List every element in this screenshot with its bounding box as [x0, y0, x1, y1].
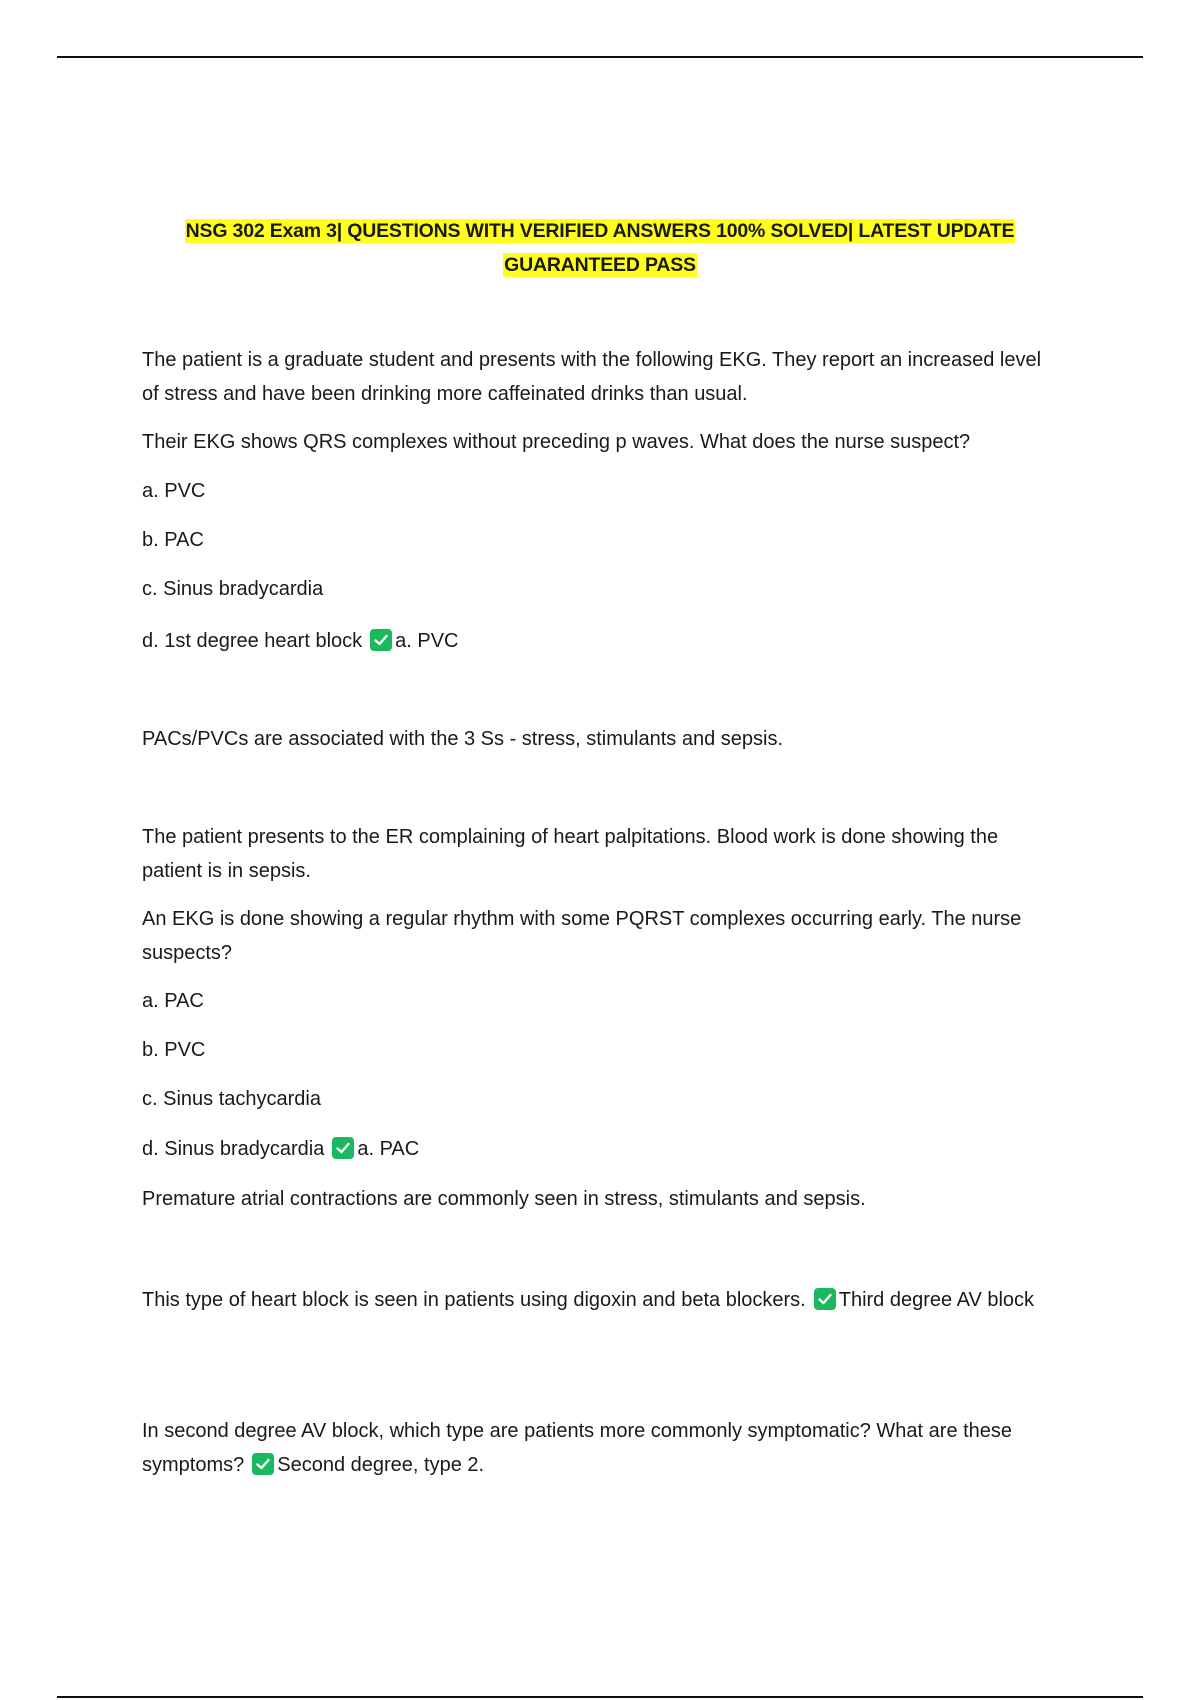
q3-line: [142, 1283, 1062, 1317]
q2-option-d: d. Sinus bradycardia: [142, 1138, 325, 1160]
title-line-2: GUARANTEED PASS: [504, 254, 696, 276]
q1-stem-2: Their EKG shows QRS complexes without preceding p waves. What does the nurse suspect?: [142, 431, 971, 453]
check-icon: [814, 1288, 836, 1310]
top-rule: [57, 56, 1143, 58]
q2-answer: a. PAC: [357, 1138, 420, 1160]
q1-rationale: PACs/PVCs are associated with the 3 Ss - stress, stimulants and sepsis.: [142, 728, 783, 750]
q1-answer: a. PVC: [395, 630, 459, 652]
q1-option-d-line: [142, 624, 1062, 658]
q1-stem-1: The patient is a graduate student and presents with the following EKG. They report an increased level of stress and have been drinking more caffeinated drinks than usual.: [142, 349, 1042, 405]
q4-answer: Second degree, type 2.: [277, 1454, 485, 1476]
check-icon: [252, 1453, 274, 1475]
q2-option-c: c. Sinus tachycardia: [142, 1088, 321, 1110]
title-line-1: NSG 302 Exam 3| QUESTIONS WITH VERIFIED ANSWERS 100% SOLVED| LATEST UPDATE: [185, 220, 1015, 242]
q1-option-b: b. PAC: [142, 529, 204, 551]
q4-line: [142, 1414, 1062, 1482]
q2-stem-2: An EKG is done showing a regular rhythm with some PQRST complexes occurring early. The nurse suspects?: [142, 908, 1022, 964]
q3-answer: Third degree AV block: [838, 1289, 1035, 1311]
q1-option-c: c. Sinus bradycardia: [142, 578, 324, 600]
check-icon: [370, 629, 392, 651]
q2-option-a: a. PAC: [142, 990, 204, 1012]
q4-stem: In second degree AV block, which type are patients more commonly symptomatic? What are these symptoms?: [142, 1420, 1013, 1476]
check-icon: [332, 1137, 354, 1159]
q2-stem-1: The patient presents to the ER complaining of heart palpitations. Blood work is done showing the patient is in sepsis.: [142, 826, 999, 882]
q2-rationale: Premature atrial contractions are commonly seen in stress, stimulants and sepsis.: [142, 1188, 866, 1210]
q1-option-d: d. 1st degree heart block: [142, 630, 363, 652]
bottom-rule: [57, 1696, 1143, 1698]
q1-option-a: a. PVC: [142, 480, 206, 502]
q2-option-d-line: [142, 1132, 1062, 1166]
q3-stem: This type of heart block is seen in patients using digoxin and beta blockers.: [142, 1289, 806, 1311]
q2-option-b: b. PVC: [142, 1039, 206, 1061]
document-title: [100, 214, 1100, 282]
